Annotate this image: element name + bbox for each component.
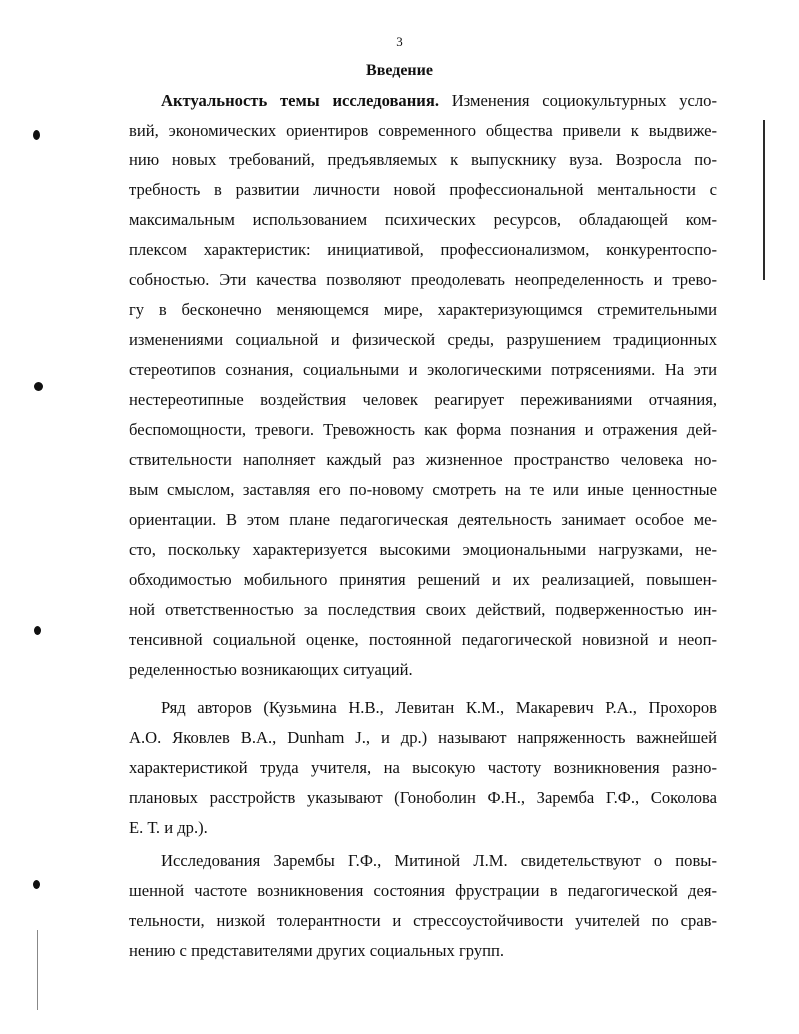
text-line: А.О. Яковлев В.А., Dunham J., и др.) называют напряженность важнейшей (129, 728, 717, 747)
text-line: плановых расстройств указывают (Гоноболин Ф.Н., Заремба Г.Ф., Соколова (129, 788, 717, 807)
text-line: требность в развитии личности новой профессиональной ментальности с (129, 180, 717, 199)
page-edge-line (37, 930, 38, 1010)
text-line: обходимостью мобильного принятия решений и их реализацией, повышен- (129, 570, 717, 589)
text-line: вий, экономических ориентиров современного общества привели к выдвиже- (129, 121, 717, 140)
text-line: Е. Т. и др.). (129, 818, 208, 837)
text-line: ствительности наполняет каждый раз жизненное пространство человека но- (129, 450, 717, 469)
text-line: нию новых требований, предъявляемых к выпускнику вуза. Возросла по- (129, 150, 717, 169)
text-line: характеристикой труда учителя, на высокую частоту возникновения разно- (129, 758, 717, 777)
lead-phrase: Актуальность темы исследования. (161, 91, 439, 110)
text-line: Ряд авторов (Кузьмина Н.В., Левитан К.М., Макаревич Р.А., Прохоров (161, 698, 717, 717)
text-line: беспомощности, тревоги. Тревожность как форма познания и отражения дей- (129, 420, 717, 439)
text-line: нению с представителями других социальных групп. (129, 941, 505, 960)
text-line: тельности, низкой толерантности и стрессоустойчивости учителей по срав- (129, 911, 717, 930)
text-line: стереотипов сознания, социальными и экологическими потрясениями. На эти (129, 360, 717, 379)
text-line: максимальным использованием психических ресурсов, обладающей ком- (129, 210, 717, 229)
text-line: изменениями социальной и физической среды, разрушением традиционных (129, 330, 717, 349)
text-line: тенсивной социальной оценке, постоянной педагогической новизной и неоп- (129, 630, 717, 649)
text-line: плексом характеристик: инициативой, профессионализмом, конкурентоспо- (129, 240, 717, 259)
page-title: Введение (366, 62, 433, 79)
text-line: собностью. Эти качества позволяют преодолевать неопределенность и трево- (129, 270, 717, 289)
binder-mark (34, 626, 41, 635)
text-line: сто, поскольку характеризуется высокими эмоциональными нагрузками, не- (129, 540, 717, 559)
binder-mark (33, 880, 40, 889)
text-line: нестереотипные воздействия человек реагирует переживаниями отчаяния, (129, 390, 717, 409)
text-line: ориентации. В этом плане педагогическая деятельность занимает особое ме- (129, 510, 717, 529)
page-edge-line (763, 120, 765, 280)
binder-mark (33, 130, 40, 140)
text-line: ной ответственностью за последствия своих действий, подверженностью ин- (129, 600, 717, 619)
text-line: Актуальность темы исследования. Изменения социокультурных усло- (161, 91, 717, 110)
text-line: Исследования Зарембы Г.Ф., Митиной Л.М. свидетельствуют о повы- (161, 851, 717, 870)
text-line: ределенностью возникающих ситуаций. (129, 660, 413, 679)
text-line: вым смыслом, заставляя его по-новому смотреть на те или иные ценностные (129, 480, 717, 499)
page-number: 3 (396, 34, 403, 49)
text-line: шенной частоте возникновения состояния фрустрации в педагогической дея- (129, 881, 717, 900)
text-line: гу в бесконечно меняющемся мире, характеризующимся стремительными (129, 300, 717, 319)
binder-mark (34, 382, 43, 391)
